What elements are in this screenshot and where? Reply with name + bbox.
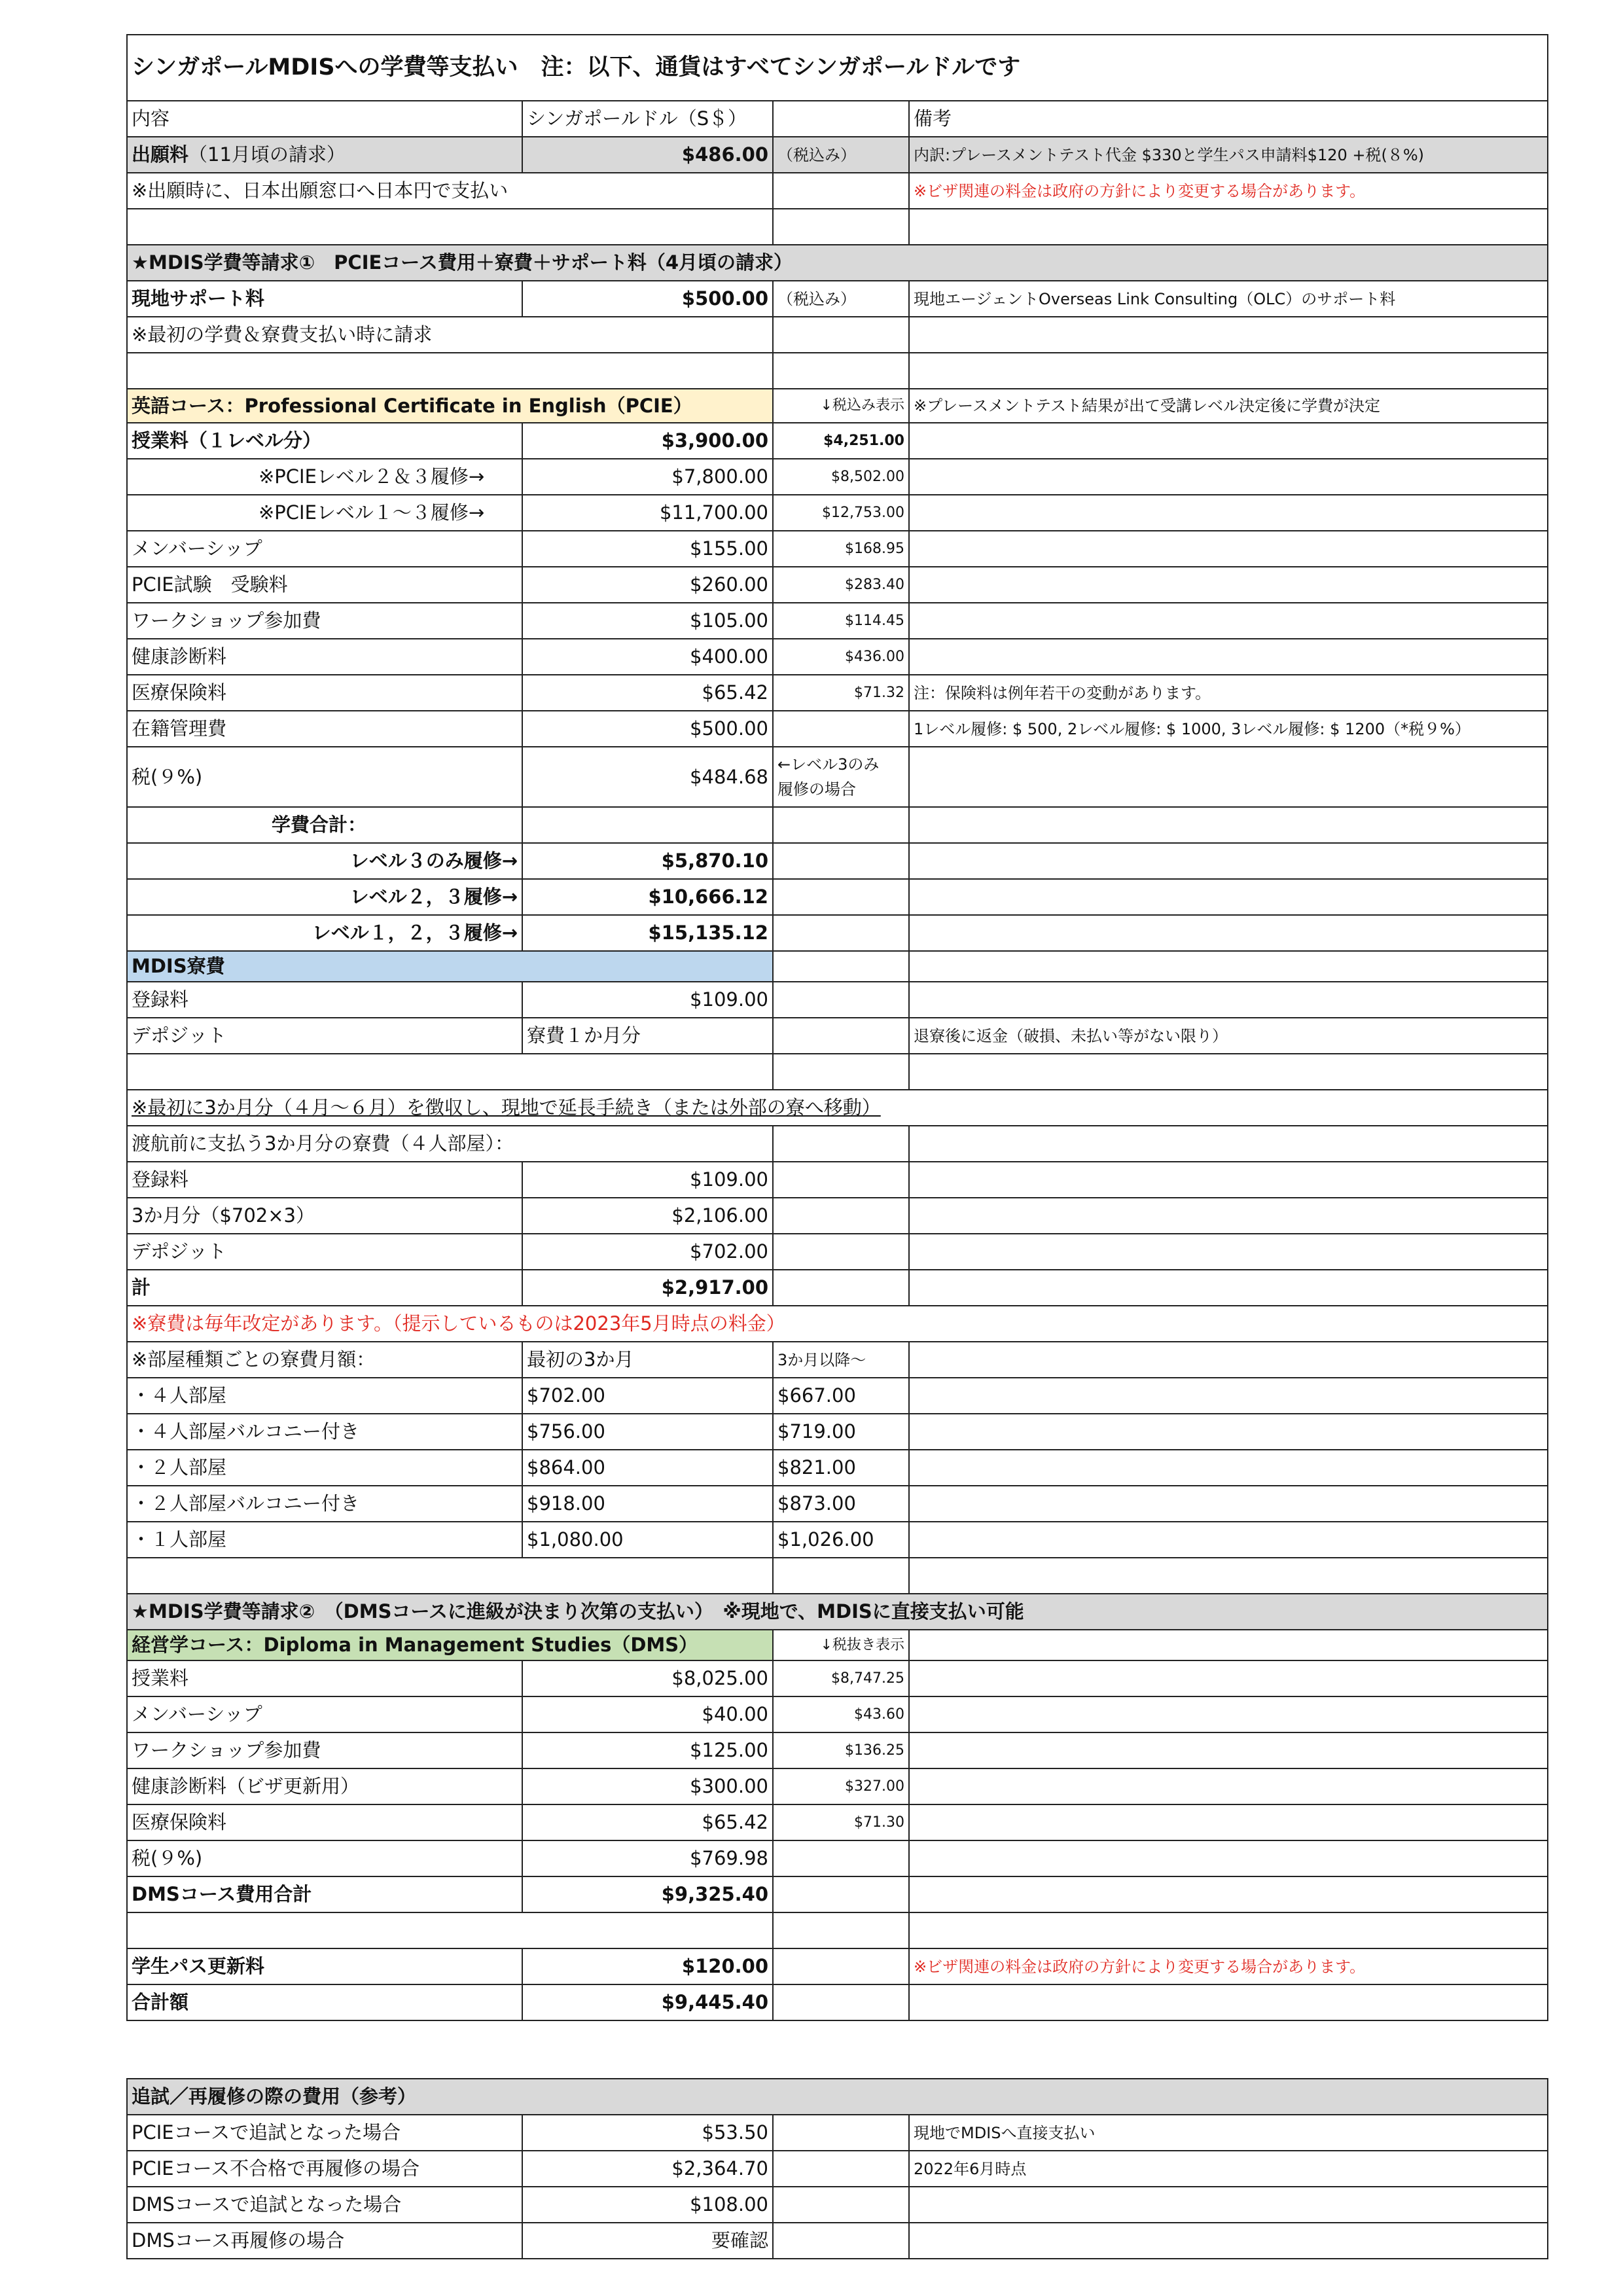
- dms-tax-label: ↓税抜き表示: [773, 1630, 909, 1660]
- prepay-reg-amount: $109.00: [522, 1162, 773, 1198]
- prepay-sum-amount: $2,917.00: [522, 1270, 773, 1306]
- pcie-total-l3-amount: $5,870.10: [522, 843, 773, 879]
- pcie-insurance-label: 医療保険料: [127, 675, 522, 711]
- pcie-membership-label: メンバーシップ: [127, 531, 522, 567]
- dorm-monthly-label: ※部屋種類ごとの寮費月額：: [127, 1342, 522, 1378]
- repeat-pcie-amount: $2,364.70: [522, 2151, 773, 2187]
- dorm-deposit-value: 寮費１か月分: [522, 1018, 773, 1054]
- dms-tuition-amount: $8,025.00: [522, 1660, 773, 1696]
- pcie-level23-taxed: $8,502.00: [773, 459, 909, 495]
- room-1-label: ・１人部屋: [127, 1522, 522, 1558]
- application-pay-note: ※出願時に、日本出願窓口へ日本円で支払い: [127, 173, 773, 209]
- retake-table: [126, 2078, 1548, 2259]
- pcie-exam-taxed: $283.40: [773, 567, 909, 603]
- prepay-3month-amount: $2,106.00: [522, 1198, 773, 1234]
- pcie-admin-amount: $500.00: [522, 711, 773, 747]
- dorm-collect-note: ※最初に3か月分（４月～６月）を徴収し、現地で延長手続き（または外部の寮へ移動）: [132, 1096, 881, 1119]
- dms-total-label: DMSコース費用合計: [127, 1876, 522, 1912]
- support-note: 現地エージェントOverseas Link Consulting（OLC）のサポート料: [909, 281, 1548, 317]
- pcie-tax-amount: $484.68: [522, 747, 773, 807]
- room-2-label: ・２人部屋: [127, 1450, 522, 1486]
- pcie-total-l123-amount: $15,135.12: [522, 915, 773, 951]
- room-4-label: ・４人部屋: [127, 1378, 522, 1414]
- application-amount: $486.00: [522, 137, 773, 173]
- pcie-tuition-amount: $3,900.00: [522, 423, 773, 459]
- pcie-tax-label: 税(９%): [127, 747, 522, 807]
- pcie-admin-label: 在籍管理費: [127, 711, 522, 747]
- dms-tax-row-amount: $769.98: [522, 1840, 773, 1876]
- dms-membership-taxed: $43.60: [773, 1696, 909, 1732]
- room-2b-after: $873.00: [773, 1486, 909, 1522]
- pcie-workshop-label: ワークショップ参加費: [127, 603, 522, 639]
- prepay-deposit-label: デポジット: [127, 1234, 522, 1270]
- pass-renew-label: 学生パス更新料: [127, 1948, 522, 1984]
- retake-heading: 追試／再履修の際の費用（参考）: [127, 2079, 1548, 2115]
- room-2b-label: ・２人部屋バルコニー付き: [127, 1486, 522, 1522]
- grand-total-amount: $9,445.40: [522, 1984, 773, 2020]
- room-2-after: $821.00: [773, 1450, 909, 1486]
- pcie-total-l23-label: レベル２，３履修→: [127, 879, 522, 915]
- dorm-after3-label: 3か月以降～: [773, 1342, 909, 1378]
- dms-workshop-taxed: $136.25: [773, 1732, 909, 1768]
- room-4b-label: ・４人部屋バルコニー付き: [127, 1414, 522, 1450]
- pcie-membership-taxed: $168.95: [773, 531, 909, 567]
- dorm-revise-note: ※寮費は毎年改定があります。（提示しているものは2023年5月時点の料金）: [127, 1306, 1548, 1342]
- retake-pcie-note: 現地でMDISへ直接支払い: [909, 2115, 1548, 2151]
- header-blank: [773, 101, 909, 137]
- pcie-health-amount: $400.00: [522, 639, 773, 675]
- invoice1-heading: ★MDIS学費等請求① PCIEコース費用＋寮費＋サポート料（4月頃の請求）: [127, 245, 1548, 281]
- application-sub: （11月頃の請求）: [188, 143, 346, 166]
- pcie-heading-note: ※プレースメントテスト結果が出て受講レベル決定後に学費が決定: [909, 389, 1548, 423]
- dorm-prepay-label: 渡航前に支払う3か月分の寮費（４人部屋）：: [127, 1126, 773, 1162]
- retake-pcie-label: PCIEコースで追試となった場合: [127, 2115, 522, 2151]
- prepay-deposit-amount: $702.00: [522, 1234, 773, 1270]
- repeat-dms-label: DMSコース再履修の場合: [127, 2223, 522, 2259]
- pcie-exam-label: PCIE試験 受験料: [127, 567, 522, 603]
- pcie-total-l23-amount: $10,666.12: [522, 879, 773, 915]
- prepay-reg-label: 登録料: [127, 1162, 522, 1198]
- room-2-first: $864.00: [522, 1450, 773, 1486]
- pcie-level123-taxed: $12,753.00: [773, 495, 909, 531]
- room-2b-first: $918.00: [522, 1486, 773, 1522]
- header-notes: 備考: [909, 101, 1548, 137]
- pcie-insurance-amount: $65.42: [522, 675, 773, 711]
- header-currency: シンガポールドル（S＄）: [522, 101, 773, 137]
- room-1-after: $1,026.00: [773, 1522, 909, 1558]
- pass-renew-note: ※ビザ関連の料金は政府の方針により変更する場合があります。: [909, 1948, 1548, 1984]
- room-1-first: $1,080.00: [522, 1522, 773, 1558]
- pcie-workshop-taxed: $114.45: [773, 603, 909, 639]
- pcie-workshop-amount: $105.00: [522, 603, 773, 639]
- pcie-membership-amount: $155.00: [522, 531, 773, 567]
- dorm-deposit-note: 退寮後に返金（破損、未払い等がない限り）: [909, 1018, 1548, 1054]
- pcie-level23-amount: $7,800.00: [522, 459, 773, 495]
- pcie-exam-amount: $260.00: [522, 567, 773, 603]
- support-label: 現地サポート料: [127, 281, 522, 317]
- dms-tuition-label: 授業料: [127, 1660, 522, 1696]
- visa-note: ※ビザ関連の料金は政府の方針により変更する場合があります。: [909, 173, 1548, 209]
- pcie-tax-incl-label: ↓税込み表示: [773, 389, 909, 423]
- pass-renew-amount: $120.00: [522, 1948, 773, 1984]
- header-content: 内容: [127, 101, 522, 137]
- application-note: 内訳:プレースメントテスト代金 $330と学生パス申請料$120 +税(８%): [909, 137, 1548, 173]
- dms-tuition-taxed: $8,747.25: [773, 1660, 909, 1696]
- retake-dms-label: DMSコースで追試となった場合: [127, 2187, 522, 2223]
- pcie-heading: 英語コース：Professional Certificate in English（PCIE）: [127, 389, 773, 423]
- application-fee-row: [127, 137, 1548, 173]
- dms-insurance-amount: $65.42: [522, 1804, 773, 1840]
- pcie-total-l3-label: レベル３のみ履修→: [127, 843, 522, 879]
- retake-pcie-amount: $53.50: [522, 2115, 773, 2151]
- pcie-tuition-label: 授業料（１レベル分）: [127, 423, 522, 459]
- application-label: 出願料: [132, 143, 189, 166]
- repeat-pcie-label: PCIEコース不合格で再履修の場合: [127, 2151, 522, 2187]
- grand-total-label: 合計額: [127, 1984, 522, 2020]
- application-tax-note: （税込み）: [773, 137, 909, 173]
- dms-tax-row-taxed: [773, 1840, 909, 1876]
- dms-health-label: 健康診断料（ビザ更新用）: [127, 1768, 522, 1804]
- dorm-deposit-label: デポジット: [127, 1018, 522, 1054]
- dms-insurance-taxed: $71.30: [773, 1804, 909, 1840]
- prepay-sum-label: 計: [127, 1270, 522, 1306]
- retake-dms-amount: $108.00: [522, 2187, 773, 2223]
- pcie-tuition-taxed: $4,251.00: [773, 423, 909, 459]
- dms-health-taxed: $327.00: [773, 1768, 909, 1804]
- pcie-level123-amount: $11,700.00: [522, 495, 773, 531]
- repeat-dms-note: [909, 2223, 1548, 2259]
- dms-membership-amount: $40.00: [522, 1696, 773, 1732]
- support-pay-note: ※最初の学費＆寮費支払い時に請求: [127, 317, 773, 353]
- dms-health-amount: $300.00: [522, 1768, 773, 1804]
- pcie-tax-note-2: 履修の場合: [777, 780, 856, 798]
- support-tax-note: （税込み）: [773, 281, 909, 317]
- pcie-total-l123-label: レベル１，２，３履修→: [127, 915, 522, 951]
- invoice2-heading: ★MDIS学費等請求② （DMSコースに進級が決まり次第の支払い） ※現地で、MDISに直接支払い可能: [127, 1594, 1548, 1630]
- room-4-first: $702.00: [522, 1378, 773, 1414]
- pcie-health-label: 健康診断料: [127, 639, 522, 675]
- dms-total-amount: $9,325.40: [522, 1876, 773, 1912]
- room-4b-first: $756.00: [522, 1414, 773, 1450]
- pcie-level123-label: ※PCIEレベル１～３履修→: [127, 495, 522, 531]
- pcie-level23-label: ※PCIEレベル２＆３履修→: [127, 459, 522, 495]
- repeat-pcie-note: 2022年6月時点: [909, 2151, 1548, 2187]
- pcie-insurance-taxed: $71.32: [773, 675, 909, 711]
- pcie-health-taxed: $436.00: [773, 639, 909, 675]
- dms-tax-row-label: 税(９%): [127, 1840, 522, 1876]
- retake-dms-note: [909, 2187, 1548, 2223]
- pcie-admin-note: 1レベル履修: $ 500, 2レベル履修: $ 1000, 3レベル履修: $ 1200（*税９%）: [909, 711, 1548, 747]
- dorm-heading: MDIS寮費: [127, 951, 773, 982]
- room-4b-after: $719.00: [773, 1414, 909, 1450]
- repeat-dms-amount: 要確認: [522, 2223, 773, 2259]
- dms-workshop-label: ワークショップ参加費: [127, 1732, 522, 1768]
- support-amount: $500.00: [522, 281, 773, 317]
- room-4-after: $667.00: [773, 1378, 909, 1414]
- dms-heading: 経営学コース：Diploma in Management Studies（DMS）: [127, 1630, 773, 1660]
- dorm-reg-label: 登録料: [127, 982, 522, 1018]
- dms-membership-label: メンバーシップ: [127, 1696, 522, 1732]
- pcie-admin-taxed: [773, 711, 909, 747]
- dms-workshop-amount: $125.00: [522, 1732, 773, 1768]
- pcie-total-label: 学費合計：: [127, 807, 522, 843]
- prepay-3month-label: 3か月分（$702×3）: [127, 1198, 522, 1234]
- page-title: シンガポールMDISへの学費等支払い 注：以下、通貨はすべてシンガポールドルです: [127, 35, 1548, 101]
- pcie-tax-note-1: ←レベル3のみ: [777, 755, 880, 774]
- fee-table: [126, 34, 1548, 2021]
- dms-insurance-label: 医療保険料: [127, 1804, 522, 1840]
- dorm-reg-amount: $109.00: [522, 982, 773, 1018]
- pcie-insurance-note: 注：保険料は例年若干の変動があります。: [909, 675, 1548, 711]
- dorm-first3-label: 最初の3か月: [522, 1342, 773, 1378]
